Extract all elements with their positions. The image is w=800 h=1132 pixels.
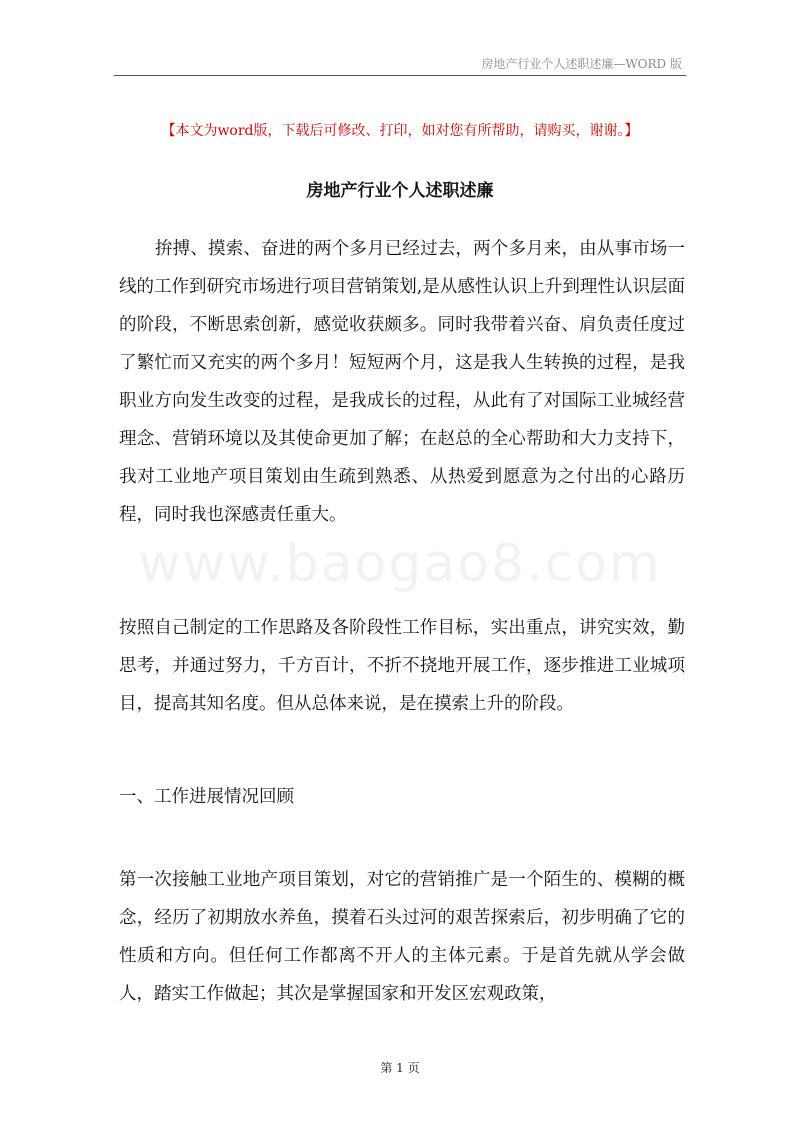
paragraph-work-plan: 按照自己制定的工作思路及各阶段性工作目标，实出重点，讲究实效，勤思考，并通过努力，千方百计，不折不挠地开展工作，逐步推进工业城项目，提高其知名度。但从总体来说，是在摸索上升的阶段。 (119, 618, 685, 714)
paragraph-intro: 拚搏、摸索、奋进的两个多月已经过去，两个多月来，由从事市场一线的工作到研究市场进行项目营销策划,是从感性认识上升到理性认识层面的阶段，不断思索创新，感觉收获颇多。同时我带着兴奋、肩负责任度过了繁忙而又充实的两个多月！短短两个月，这是我人生转换的过程，是我职业方向发生改变的过程，是我成长的过程，从此有了对国际工业城经营理念、营销环境以及其使命更加了解；在赵总的全心帮助和大力支持下，我对工业地产项目策划由生疏到熟悉、从热爱到愿意为之付出的心路历程，同时我也深感责任重大。 (119, 239, 685, 525)
header-divider (114, 75, 686, 76)
purchase-notice: 【本文为word版，下载后可修改、打印，如对您有所帮助，请购买，谢谢。】 (161, 123, 639, 139)
running-header: 房地产行业个人述职述廉—WORD 版 (481, 57, 682, 71)
document-title: 房地产行业个人述职述廉 (306, 181, 494, 201)
section-heading: 一、工作进展情况回顾 (119, 787, 294, 807)
paragraph-review: 第一次接触工业地产项目策划，对它的营销推广是一个陌生的、模糊的概念，经历了初期放水养鱼，摸着石头过河的艰苦探索后，初步明确了它的性质和方向。但任何工作都离不开人的主体元素。于是首先就从学会做人，踏实工作做起；其次是掌握国家和开发区宏观政策， (119, 870, 685, 1004)
watermark: www.baogao8.com (138, 534, 662, 594)
page-number: 第 1 页 (380, 1061, 420, 1075)
